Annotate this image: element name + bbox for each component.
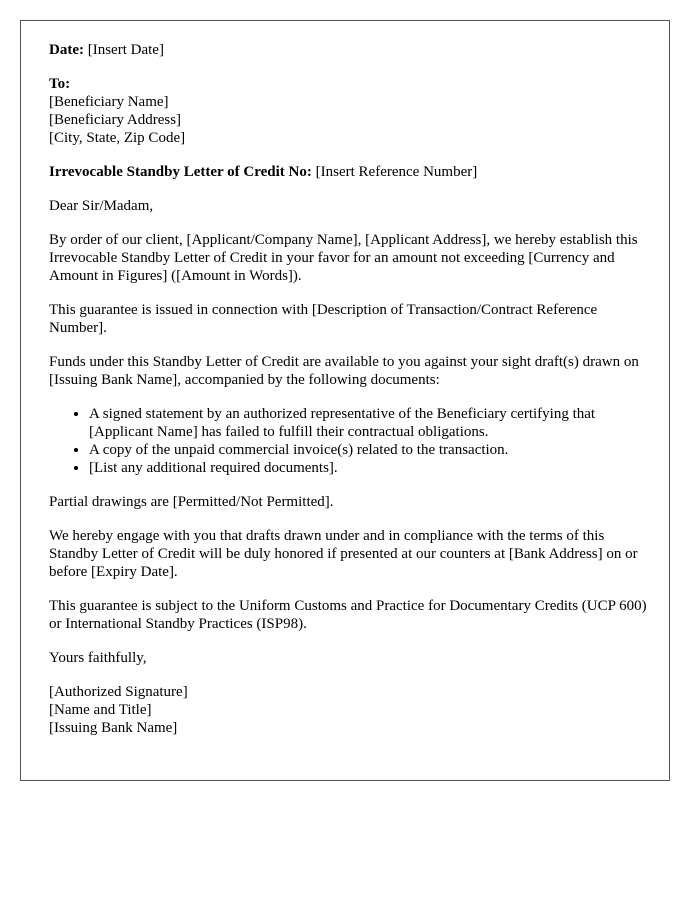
paragraph-funds: Funds under this Standby Letter of Credit are available to you against your sight draft(s) drawn on [Issuing Bank Name], accompanied by the following documents:: [49, 354, 639, 388]
name-and-title: [Name and Title]: [49, 702, 152, 718]
paragraph-engagement: We hereby engage with you that drafts drawn under and in compliance with the terms of this Standby Letter of Credit will be duly honored if presented at our counters at [Bank Address] on or before [Expiry Date].: [49, 528, 638, 580]
salutation: Dear Sir/Madam,: [49, 198, 154, 214]
documents-list: [49, 405, 649, 477]
date-label: Date:: [49, 42, 84, 58]
recipient-block: [49, 75, 649, 147]
authorized-signature: [Authorized Signature]: [49, 684, 188, 700]
paragraph-order: By order of our client, [Applicant/Company Name], [Applicant Address], we hereby establish this Irrevocable Standby Letter of Credit in your favor for an amount not exceeding [Currency and Amount in Figures] ([Amount in Words]).: [49, 232, 638, 284]
beneficiary-name: [Beneficiary Name]: [49, 94, 169, 110]
reference-label: Irrevocable Standby Letter of Credit No:: [49, 164, 312, 180]
list-item: • A copy of the unpaid commercial invoice(s) related to the transaction.: [89, 441, 649, 459]
beneficiary-city: [City, State, Zip Code]: [49, 130, 186, 146]
letter-page: [20, 20, 670, 781]
beneficiary-address: [Beneficiary Address]: [49, 112, 182, 128]
list-item: • [List any additional required documents].: [89, 459, 649, 477]
signature-block: [49, 683, 649, 737]
date-value: [Insert Date]: [83, 42, 164, 58]
paragraph-connection: This guarantee is issued in connection with [Description of Transaction/Contract Reference Number].: [49, 302, 598, 336]
paragraph-rules: This guarantee is subject to the Uniform Customs and Practice for Documentary Credits (UCP 600) or International Standby Practices (ISP98).: [49, 598, 647, 632]
list-item: • A signed statement by an authorized representative of the Beneficiary certifying that [Applicant Name] has failed to fulfill their contractual obligations.: [89, 405, 649, 441]
issuing-bank-name: [Issuing Bank Name]: [49, 720, 178, 736]
reference-value: [Insert Reference Number]: [311, 164, 478, 180]
to-label: To:: [49, 76, 71, 92]
date-line: [49, 41, 649, 59]
signoff: Yours faithfully,: [49, 650, 147, 666]
paragraph-partial-drawings: Partial drawings are [Permitted/Not Permitted].: [49, 494, 334, 510]
reference-line: [49, 163, 649, 181]
